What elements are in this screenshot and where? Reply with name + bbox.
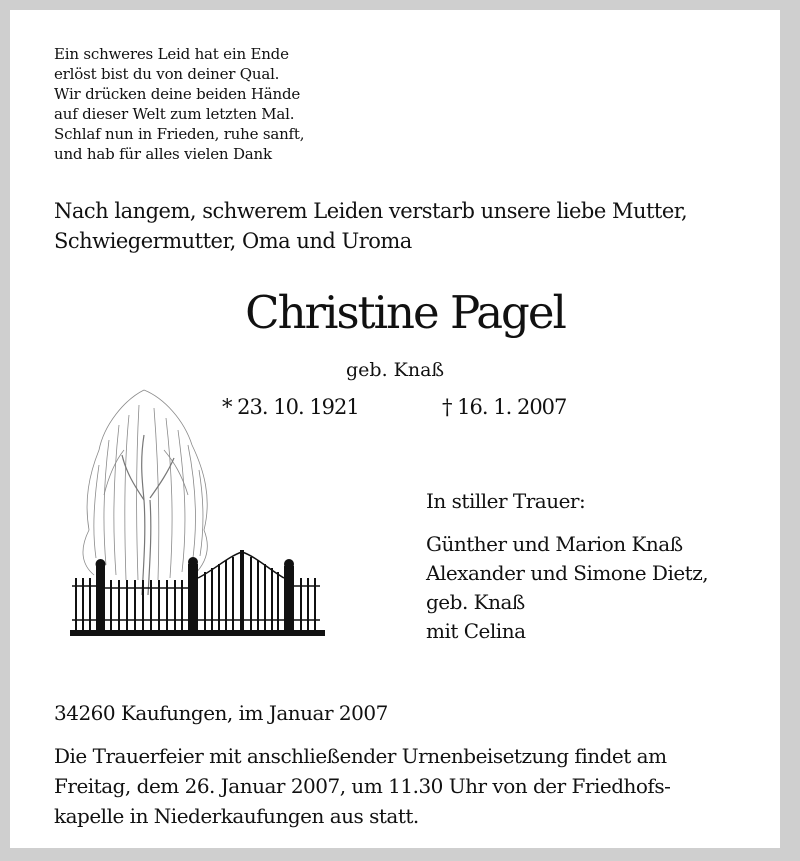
place-date: 34260 Kaufungen, im Januar 2007: [54, 701, 388, 725]
mourners-list: [426, 530, 708, 646]
poem-line: auf dieser Welt zum letzten Mal.: [54, 105, 295, 123]
maiden-name: geb. Knaß: [346, 359, 445, 381]
poem: [54, 44, 304, 164]
funeral-line: Die Trauerfeier mit anschließender Urnenbeisetzung findet am: [54, 744, 667, 768]
mourners-heading: In stiller Trauer:: [426, 489, 586, 513]
poem-line: Ein schweres Leid hat ein Ende: [54, 45, 289, 63]
funeral-line: Freitag, dem 26. Januar 2007, um 11.30 Uhr von der Friedhofs-: [54, 774, 671, 798]
birth-date: * 23. 10. 1921: [222, 395, 359, 419]
mourner-line: mit Celina: [426, 619, 526, 643]
obituary-notice: [10, 10, 780, 848]
weeping-willow-gate-icon: [64, 380, 334, 655]
poem-line: Schlaf nun in Frieden, ruhe sanft,: [54, 125, 305, 143]
funeral-info: [54, 741, 670, 831]
mourner-line: geb. Knaß: [426, 590, 525, 614]
intro-line: Schwiegermutter, Oma und Uroma: [54, 229, 412, 253]
poem-line: Wir drücken deine beiden Hände: [54, 85, 301, 103]
poem-line: erlöst bist du von deiner Qual.: [54, 65, 280, 83]
deceased-name: Christine Pagel: [245, 286, 565, 339]
poem-line: und hab für alles vielen Dank: [54, 145, 272, 163]
mourner-line: Günther und Marion Knaß: [426, 532, 683, 556]
funeral-line: kapelle in Niederkaufungen aus statt.: [54, 804, 419, 828]
intro-line: Nach langem, schwerem Leiden verstarb unsere liebe Mutter,: [54, 199, 688, 223]
intro-text: [54, 196, 687, 256]
mourner-line: Alexander und Simone Dietz,: [426, 561, 709, 585]
death-date: † 16. 1. 2007: [442, 395, 567, 419]
